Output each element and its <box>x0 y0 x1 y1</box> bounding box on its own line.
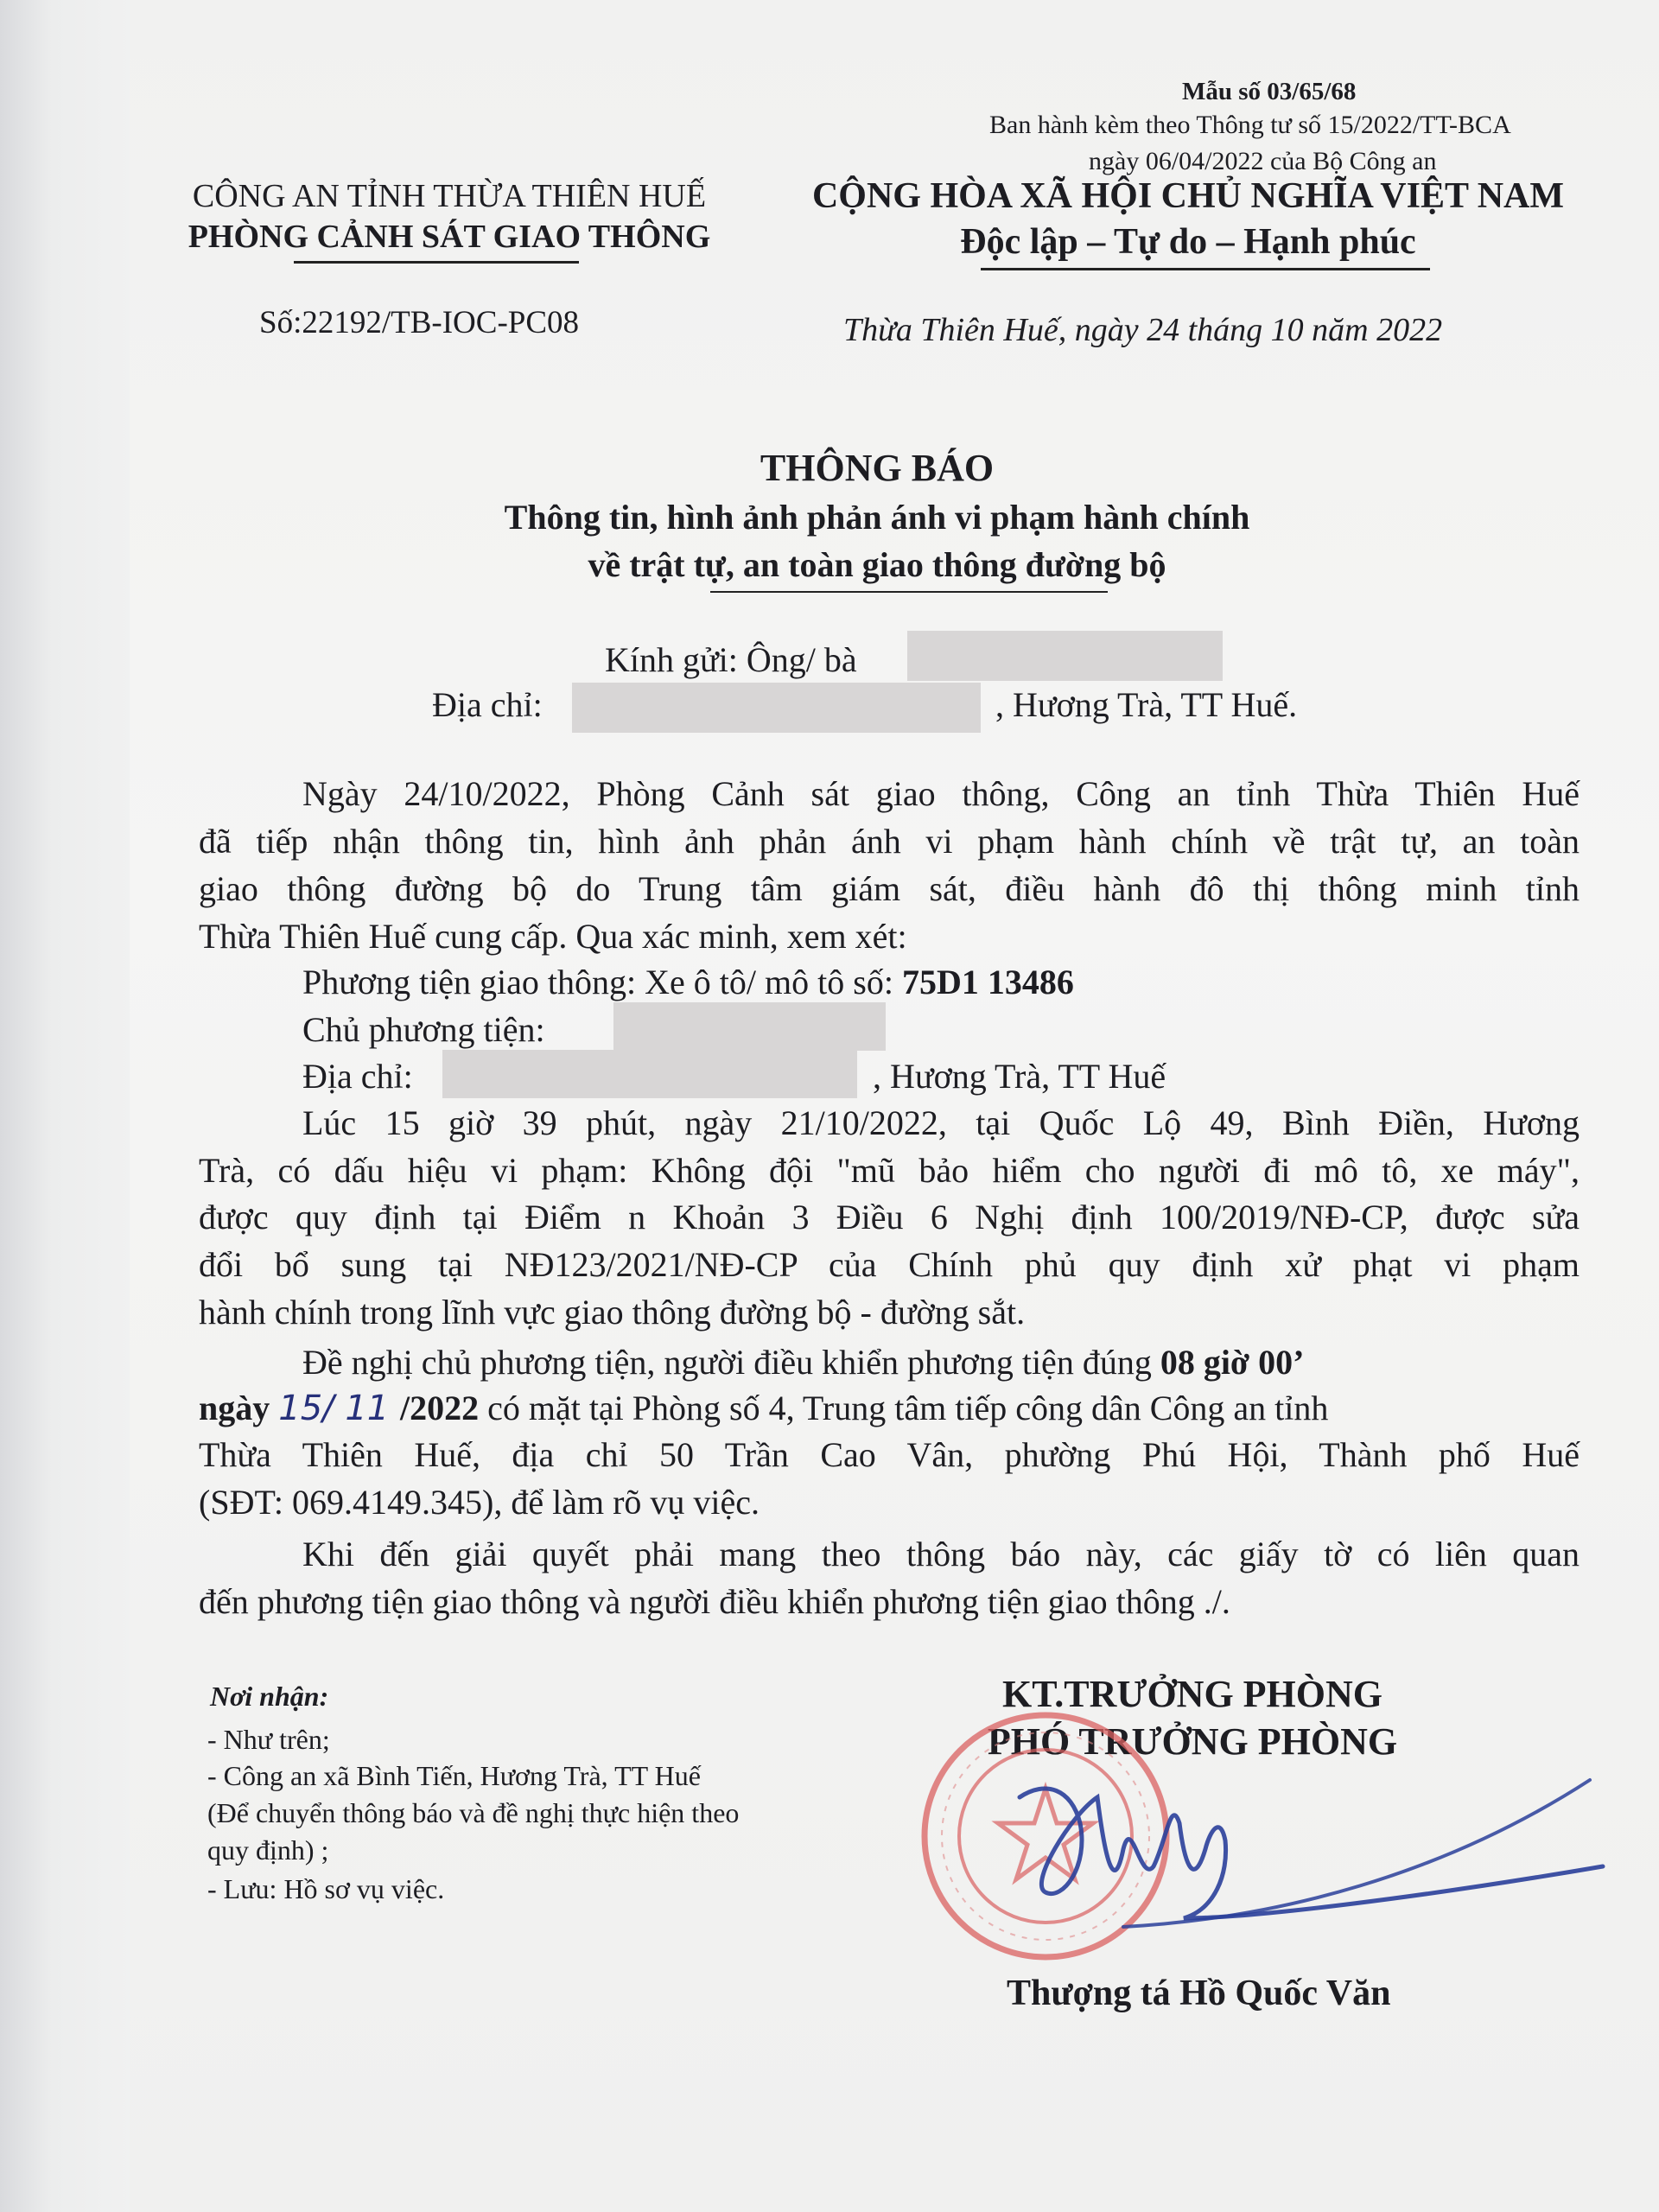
request-time: 08 giờ 00’ <box>1160 1343 1305 1382</box>
document-number: Số:22192/TB-IOC-PC08 <box>259 305 580 340</box>
signer-title-1: KT.TRƯỞNG PHÒNG <box>1002 1673 1382 1715</box>
recipient-label: Kính gửi: Ông/ bà <box>605 640 857 679</box>
closing-line-2: đến phương tiện giao thông và người điều khiển phương tiện giao thông ./. <box>199 1582 1230 1621</box>
owner-address-suffix: , Hương Trà, TT Huế <box>873 1057 1166 1096</box>
violation-line-3: được quy định tại Điểm n Khoản 3 Điều 6 Nghị định 100/2019/NĐ-CP, được sửa <box>199 1198 1580 1236</box>
handwritten-date: 15/ 11 <box>278 1389 400 1428</box>
recipient-address-suffix: , Hương Trà, TT Huế. <box>995 685 1298 724</box>
violation-line-5: hành chính trong lĩnh vực giao thông đường bộ - đường sắt. <box>199 1293 1026 1332</box>
body-paragraph-1-line-1: Ngày 24/10/2022, Phòng Cảnh sát giao thông, Công an tỉnh Thừa Thiên Huế <box>302 774 1580 813</box>
place-date: Thừa Thiên Huế, ngày 24 tháng 10 năm 2022 <box>843 312 1443 348</box>
body-paragraph-1-line-2: đã tiếp nhận thông tin, hình ảnh phản ánh vi phạm hành chính về trật tự, an toàn <box>199 822 1580 861</box>
body-paragraph-1-line-3: giao thông đường bộ do Trung tâm giám sát, điều hành đô thị thông minh tỉnh <box>199 869 1580 908</box>
issued-date: ngày 06/04/2022 của Bộ Công an <box>1089 147 1437 175</box>
national-title: CỘNG HÒA XÃ HỘI CHỦ NGHĨA VIỆT NAM <box>811 176 1565 216</box>
form-number: Mẫu số 03/65/68 <box>1182 78 1357 105</box>
request-line-2-rest: có mặt tại Phòng số 4, Trung tâm tiếp công dân Công an tỉnh <box>479 1389 1329 1427</box>
owner-address-label: Địa chỉ: <box>302 1057 413 1096</box>
recipients-item-5: - Lưu: Hồ sơ vụ việc. <box>207 1873 445 1904</box>
body-paragraph-1-line-4: Thừa Thiên Huế cung cấp. Qua xác minh, xem xét: <box>199 917 907 956</box>
vehicle-plate: 75D1 13486 <box>901 963 1074 1001</box>
recipients-item-2: - Công an xã Bình Tiến, Hương Trà, TT Huế <box>207 1760 701 1791</box>
motto-underline <box>981 268 1430 270</box>
agency-parent: CÔNG AN TỈNH THỪA THIÊN HUẾ <box>192 178 707 214</box>
request-day-label: ngày <box>199 1389 270 1427</box>
signature-icon <box>994 1745 1616 1970</box>
vehicle-label-text: Phương tiện giao thông: Xe ô tô/ mô tô số: <box>302 963 902 1001</box>
redacted-owner-address <box>442 1050 857 1098</box>
recipients-item-4: quy định) ; <box>207 1834 329 1866</box>
issued-with: Ban hành kèm theo Thông tư số 15/2022/TT-BCA <box>989 111 1511 139</box>
document-title: THÔNG BÁO <box>760 447 995 489</box>
owner-label: Chủ phương tiện: <box>302 1010 545 1049</box>
vehicle-label <box>302 962 1074 1002</box>
recipients-item-3: (Để chuyển thông báo và đề nghị thực hiện theo <box>207 1797 740 1828</box>
redacted-owner-name <box>613 1002 886 1051</box>
request-line-1 <box>302 1342 1304 1382</box>
request-line-3: Thừa Thiên Huế, địa chỉ 50 Trần Cao Vân, phường Phú Hội, Thành phố Huế <box>199 1435 1580 1474</box>
document-subtitle-1: Thông tin, hình ảnh phản ánh vi phạm hành chính <box>504 498 1250 537</box>
signer-name: Thượng tá Hồ Quốc Văn <box>1007 1974 1391 2013</box>
signer-title-2: PHÓ TRƯỞNG PHÒNG <box>987 1720 1398 1763</box>
national-motto: Độc lập – Tự do – Hạnh phúc <box>960 222 1416 262</box>
recipients-heading: Nơi nhận: <box>210 1681 329 1712</box>
request-year: /2022 <box>399 1389 480 1427</box>
document-subtitle-2: về trật tự, an toàn giao thông đường bộ <box>588 545 1166 584</box>
agency-name: PHÒNG CẢNH SÁT GIAO THÔNG <box>188 219 711 255</box>
violation-line-2: Trà, có dấu hiệu vi phạm: Không đội "mũ bảo hiểm cho người đi mô tô, xe máy", <box>199 1151 1580 1190</box>
request-line-4: (SĐT: 069.4149.345), để làm rõ vụ việc. <box>199 1483 760 1522</box>
recipient-address-label: Địa chỉ: <box>432 685 543 724</box>
closing-line-1: Khi đến giải quyết phải mang theo thông báo này, các giấy tờ có liên quan <box>302 1535 1580 1573</box>
violation-line-4: đổi bổ sung tại NĐ123/2021/NĐ-CP của Chính phủ quy định xử phạt vi phạm <box>199 1245 1580 1284</box>
title-underline <box>710 591 1108 593</box>
agency-underline <box>294 261 579 264</box>
request-line-1-text: Đề nghị chủ phương tiện, người điều khiển phương tiện đúng <box>302 1343 1160 1382</box>
request-line-2 <box>199 1388 1328 1428</box>
redacted-recipient-address <box>572 683 981 733</box>
violation-line-1: Lúc 15 giờ 39 phút, ngày 21/10/2022, tại Quốc Lộ 49, Bình Điền, Hương <box>302 1103 1580 1142</box>
redacted-recipient-name <box>907 631 1223 681</box>
recipients-item-1: - Như trên; <box>207 1724 330 1755</box>
